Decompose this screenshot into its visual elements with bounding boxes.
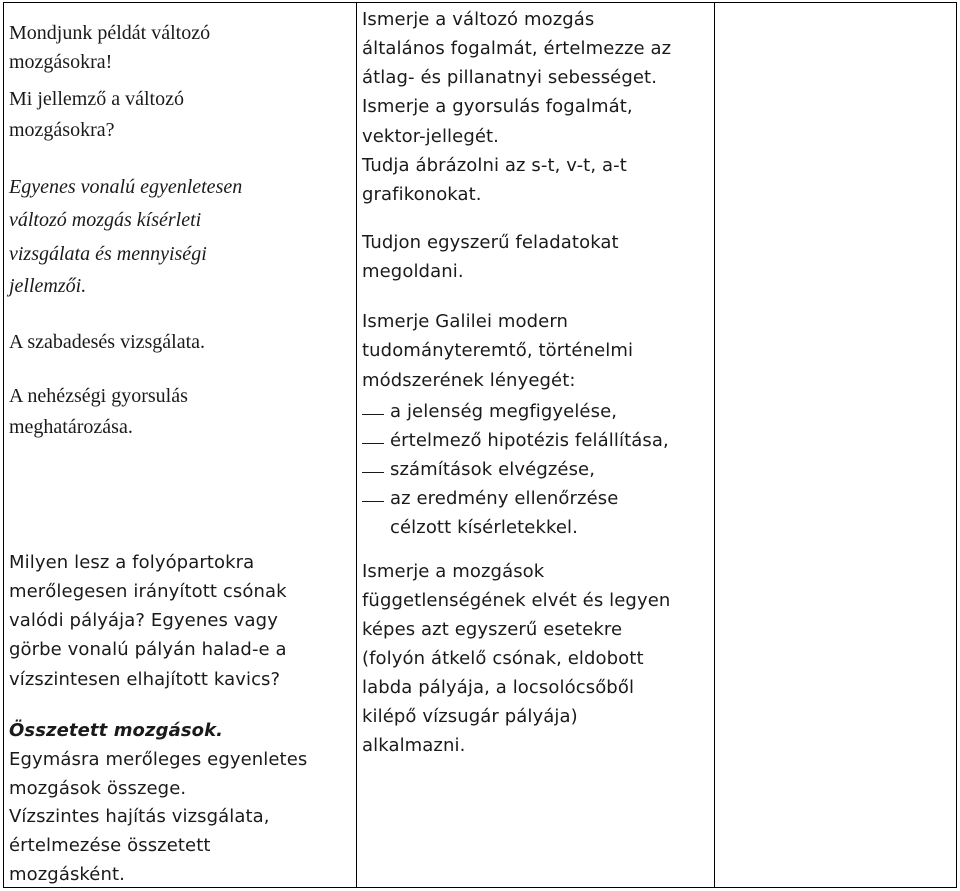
text-line: Ismerje a mozgások bbox=[362, 561, 545, 582]
empty-column bbox=[720, 3, 950, 883]
text-line: grafikonokat. bbox=[362, 184, 482, 205]
text-line: képes azt egyszerű esetekre bbox=[362, 619, 623, 640]
text-line: görbe vonalú pályán halad-e a bbox=[9, 639, 287, 660]
text-line: Vízszintes hajítás vizsgálata, bbox=[9, 806, 270, 827]
text-line: Ismerje a gyorsulás fogalmát, bbox=[362, 96, 633, 117]
text-line: jellemzői. bbox=[9, 275, 87, 297]
text-line: A nehézségi gyorsulás bbox=[9, 385, 188, 407]
text-line: Ismerje Galilei modern bbox=[362, 311, 569, 332]
dash-bullet-icon bbox=[362, 443, 384, 444]
text-line: mozgásként. bbox=[9, 864, 125, 885]
text-line: A szabadesés vizsgálata. bbox=[9, 331, 206, 353]
text-line: vektor-jellegét. bbox=[362, 126, 499, 147]
bullet-item: értelmező hipotézis felállítása, bbox=[390, 430, 669, 451]
bullet-item: az eredmény ellenőrzése bbox=[390, 488, 619, 509]
text-line: függetlenségének elvét és legyen bbox=[362, 590, 671, 611]
dash-bullet-icon bbox=[362, 414, 384, 415]
column-divider-1 bbox=[356, 3, 357, 887]
text-line: Tudja ábrázolni az s-t, v-t, a-t bbox=[362, 155, 627, 176]
curriculum-table bbox=[3, 2, 957, 888]
text-line: módszerének lényegét: bbox=[362, 370, 576, 391]
column-divider-2 bbox=[714, 3, 715, 887]
text-line: kilépő vízsugár pályája) bbox=[362, 706, 578, 727]
text-line: vízszintesen elhajított kavics? bbox=[9, 669, 281, 690]
text-line: labda pályája, a locsolócsőből bbox=[362, 677, 635, 698]
text-line: vizsgálata és mennyiségi bbox=[9, 243, 207, 265]
text-line: értelmezése összetett bbox=[9, 835, 211, 856]
text-line: merőlegesen irányított csónak bbox=[9, 581, 287, 602]
bullet-item: a jelenség megfigyelése, bbox=[390, 401, 618, 422]
text-line: változó mozgás kísérleti bbox=[9, 209, 202, 231]
dash-bullet-icon bbox=[362, 501, 384, 502]
text-line: Ismerje a változó mozgás bbox=[362, 9, 595, 30]
text-line: Egyenes vonalú egyenletesen bbox=[9, 176, 243, 198]
section-heading: Összetett mozgások. bbox=[9, 720, 224, 741]
text-line: (folyón átkelő csónak, eldobott bbox=[362, 648, 644, 669]
bullet-item: számítások elvégzése, bbox=[390, 459, 596, 480]
text-line: valódi pályája? Egyenes vagy bbox=[9, 610, 278, 631]
text-line: tudományteremtő, történelmi bbox=[362, 340, 634, 361]
text-line: Milyen lesz a folyópartokra bbox=[9, 552, 255, 573]
text-line: Egymásra merőleges egyenletes bbox=[9, 749, 308, 770]
text-line: alkalmazni. bbox=[362, 735, 466, 756]
text-line: mozgásokra? bbox=[9, 119, 115, 141]
text-line: mozgásokra! bbox=[9, 51, 113, 73]
text-line: megoldani. bbox=[362, 261, 464, 282]
dash-bullet-icon bbox=[362, 472, 384, 473]
text-line: meghatározása. bbox=[9, 416, 133, 438]
text-line: mozgások összege. bbox=[9, 778, 187, 799]
text-line: átlag- és pillanatnyi sebességet. bbox=[362, 67, 658, 88]
bullet-continuation: célzott kísérletekkel. bbox=[390, 517, 578, 538]
text-line: Mi jellemző a változó bbox=[9, 88, 184, 110]
text-line: Tudjon egyszerű feladatokat bbox=[362, 232, 619, 253]
text-line: általános fogalmát, értelmezze az bbox=[362, 38, 672, 59]
text-line: Mondjunk példát változó bbox=[9, 22, 211, 44]
